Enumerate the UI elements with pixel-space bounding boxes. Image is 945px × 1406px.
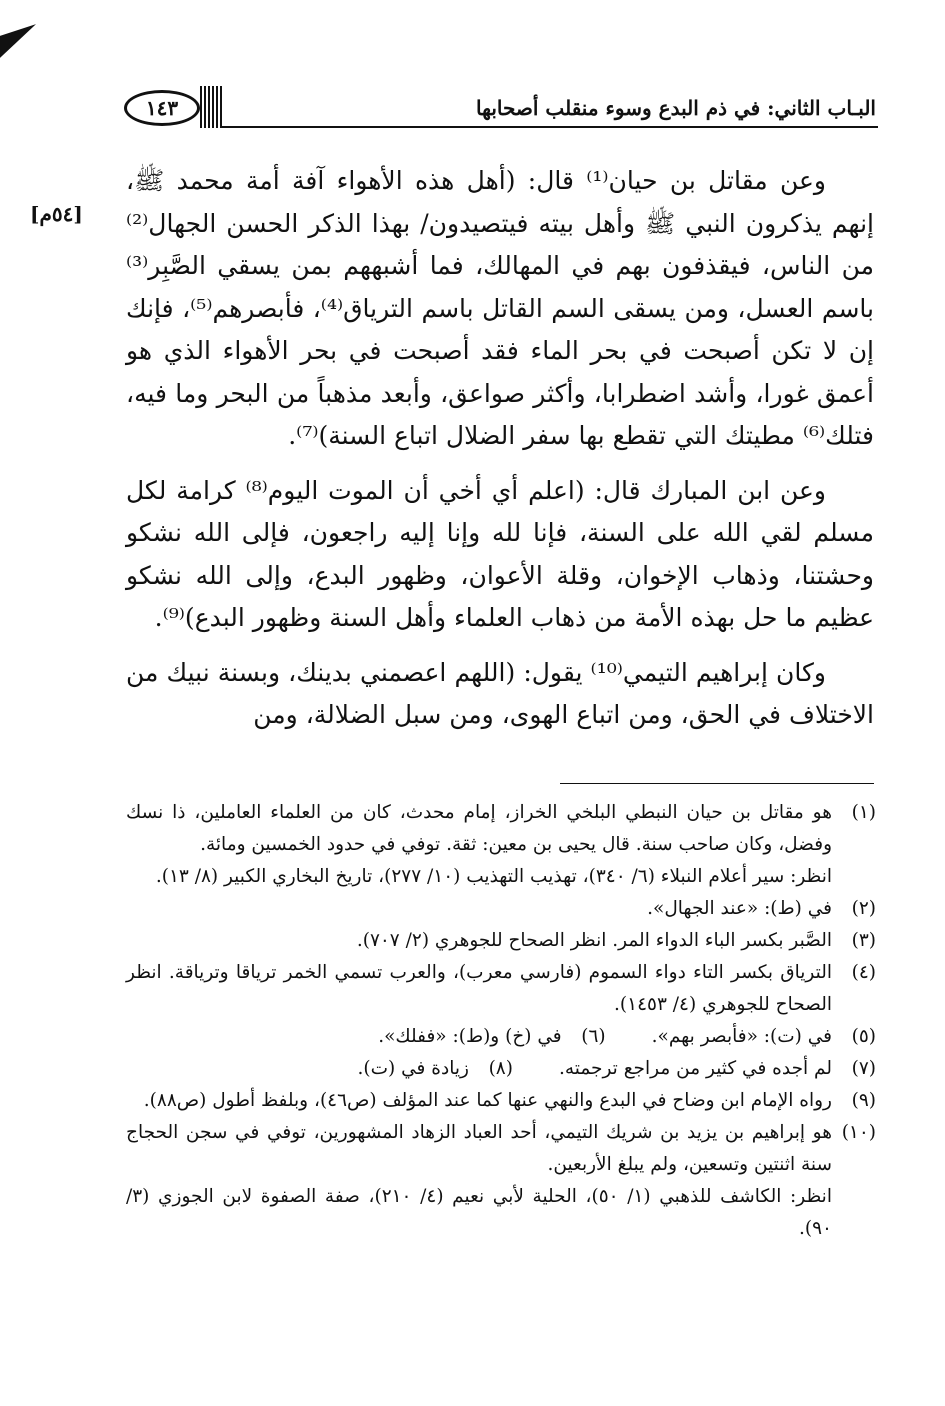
footnote-5: [652, 1021, 876, 1053]
footnote-8: [358, 1053, 513, 1085]
footnote-number: (٨): [488, 1058, 513, 1079]
chapter-title: البـاب الثاني: في ذم البدع وسوء منقلب أصحابها: [476, 96, 876, 120]
footnote-6: [378, 1021, 605, 1053]
footnote-3: [126, 925, 876, 957]
footnote-1: [126, 797, 876, 861]
paragraph-ibrahim-taymi: وكان إبراهيم التيمي⁽¹⁰⁾ يقول: (اللهم اعصمني بدينك، وبسنة نبيك من الاختلاف في الحق، ومن اتباع الهوى، ومن سبل الضلالة، ومن: [126, 657, 874, 729]
footnote-number: (٧): [851, 1058, 876, 1079]
footnote-text: انظر: الكاشف للذهبي (١/ ٥٠)، الحلية لأبي نعيم (٤/ ٢١٠)، صفة الصفوة لابن الجوزي (٣/ ٩٠).: [126, 1186, 832, 1239]
footnote-number: (٦): [581, 1026, 606, 1047]
footnote-number: (٣): [851, 930, 876, 951]
footnotes: [126, 797, 876, 1245]
footnote-number: (١): [851, 802, 876, 823]
ornament-bars: [200, 86, 222, 128]
footnote-9: [126, 1085, 876, 1117]
footnote-7: [559, 1053, 876, 1085]
footnote-10-reference: [126, 1181, 876, 1245]
footnote-4: [126, 957, 876, 1021]
footnote-1-reference: [126, 861, 876, 893]
main-text: [126, 160, 874, 737]
footnote-text: انظر: سير أعلام النبلاء (٦/ ٣٤٠)، تهذيب التهذيب (١٠/ ٢٧٧)، تاريخ البخاري الكبير (٨/ ١٣).: [155, 866, 832, 887]
footnote-text: لم أجده في كثير من مراجع ترجمته.: [558, 1058, 832, 1079]
footnote-text: زيادة في (ت).: [357, 1058, 469, 1079]
footnote-2: [126, 893, 876, 925]
paragraph-muqatil: وعن مقاتل بن حيان⁽¹⁾ قال: (أهل هذه الأهواء آفة أمة محمد ﷺ، إنهم يذكرون النبي ﷺ وأهل بيته فيتصيدون/ بهذا الذكر الحسن الجهال⁽²⁾ من الناس، فيقذفون بهم في المهالك، فما أشبههم بمن يسقي الصَّبِر⁽³⁾ باسم العسل، ومن يسقى السم القاتل باسم الترياق⁽⁴⁾، فأبصرهم⁽⁵⁾، فإنك إن لا تكن أصبحت في بحر الماء فقد أصبحت في بحر الأهواء الذي هو أعمق غورا، وأشد اضطرابا، وأكثر صواعق، وأبعد مذهباً من البحر وما فيه، فتلك⁽⁶⁾ مطيتك التي تقطع بها سفر الضلال اتباع السنة)⁽⁷⁾.: [126, 166, 874, 450]
footnote-text: الصَّبر بكسر الباء الدواء المر. انظر الصحاح للجوهري (٢/ ٧٠٧).: [356, 930, 832, 951]
footnotes-5-6: [126, 1021, 876, 1053]
footnote-10: [126, 1117, 876, 1181]
footnote-text: في (خ) و(ط): «ففلك».: [378, 1026, 562, 1047]
footnote-text: في (ت): «فأبصر بهم».: [651, 1026, 832, 1047]
page-number: ١٤٣: [124, 90, 200, 126]
footnote-number: (٤): [851, 962, 876, 983]
footnote-number: (١٠): [841, 1122, 876, 1143]
footnote-text: هو مقاتل بن حيان النبطي البلخي الخراز، إمام محدث، كان من العلماء العاملين، ذا نسك وفضل، وكان صاحب سنة. قال يحيى بن معين: ثقة. توفي في حدود الخمسين ومائة.: [126, 802, 832, 855]
header-rule: [220, 126, 878, 128]
footnote-text: الترياق بكسر التاء دواء السموم (فارسي معرب)، والعرب تسمي الخمر ترياقا وترياقة. انظر الصحاح للجوهري (٤/ ١٤٥٣).: [126, 962, 832, 1015]
footnote-separator: [560, 783, 874, 784]
footnote-text: هو إبراهيم بن يزيد بن شريك التيمي، أحد العباد الزهاد المشهورين، توفي في سجن الحجاج سنة اثنتين وتسعين، ولم يبلغ الأربعين.: [126, 1122, 832, 1175]
footnote-number: (٥): [851, 1026, 876, 1047]
running-header: [122, 86, 878, 130]
footnote-text: رواه الإمام ابن وضاح في البدع والنهي عنها كما عند المؤلف (ص٤٦)، وبلفظ أطول (ص٨٨).: [143, 1090, 832, 1111]
footnote-text: في (ط): «عند الجهال».: [647, 898, 832, 919]
footnote-number: (٩): [851, 1090, 876, 1111]
footnotes-7-8: [126, 1053, 876, 1085]
corner-mark: [0, 24, 36, 58]
page-number-badge: [122, 86, 218, 128]
paragraph-ibn-mubarak: وعن ابن المبارك قال: (اعلم أي أخي أن الموت اليوم⁽⁸⁾ كرامة لكل مسلم لقي الله على السنة، فإنا لله وإنا إليه راجعون، فإلى الله نشكو وحشتنا، وذهاب الإخوان، وقلة الأعوان، وظهور البدع، وإلى الله نشكو عظيم ما حل بهذه الأمة من ذهاب العلماء وأهل السنة وظهور البدع)⁽⁹⁾.: [126, 475, 874, 632]
manuscript-marker: [٥٤م]: [30, 202, 83, 226]
footnote-number: (٢): [851, 898, 876, 919]
